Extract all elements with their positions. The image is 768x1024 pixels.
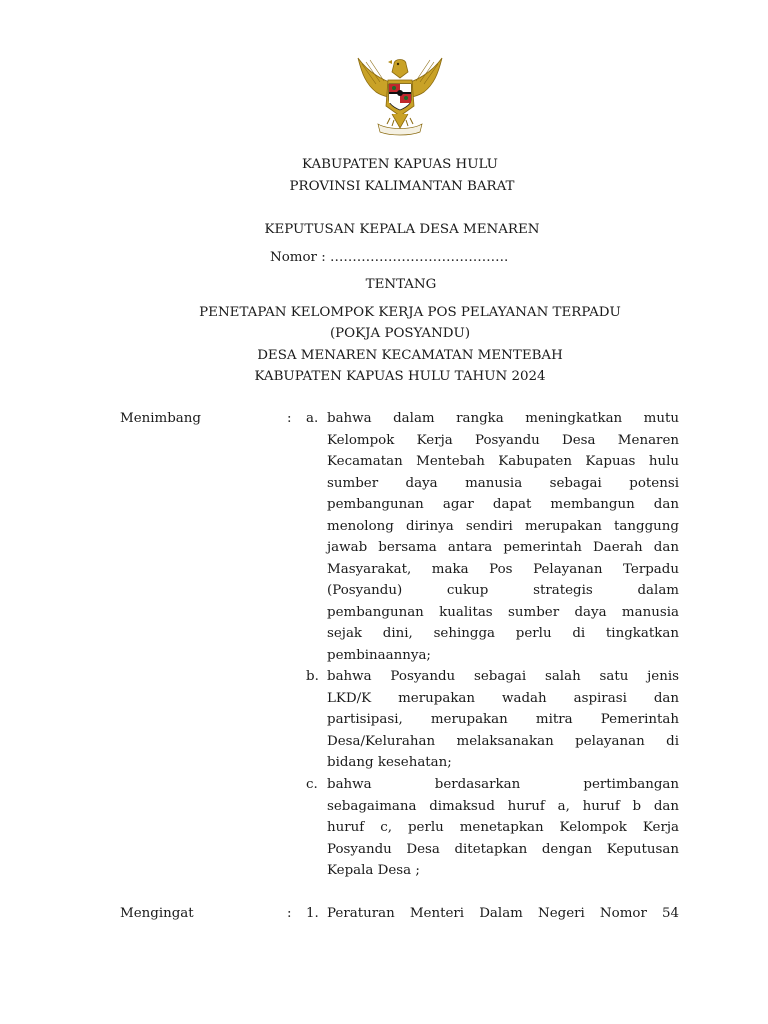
subject-line: DESA MENAREN KECAMATAN MENTEBAH: [257, 348, 563, 363]
text-line: pembangunan agar dapat membangun dan: [327, 497, 679, 512]
considering-item-c: [327, 774, 679, 882]
text-line: sumber daya manusia sebagai potensi: [327, 475, 679, 491]
item-marker: b.: [306, 669, 319, 684]
about-heading: TENTANG: [365, 277, 437, 292]
item-marker: 1.: [306, 906, 319, 921]
text-line: Masyarakat, maka Pos Pelayanan Terpadu: [327, 561, 679, 577]
subject-line: KABUPATEN KAPUAS HULU TAHUN 2024: [254, 369, 546, 384]
text-line: partisipasi, merupakan mitra Pemerintah: [327, 712, 679, 727]
text-line: Peraturan Menteri Dalam Negeri Nomor 54: [327, 906, 679, 921]
text-line: pembangunan kualitas sumber daya manusia: [327, 604, 679, 620]
considering-colon: :: [287, 411, 292, 426]
province-title: PROVINSI KALIMANTAN BARAT: [289, 179, 515, 194]
garuda-emblem-icon: [354, 54, 446, 136]
decree-title: KEPUTUSAN KEPALA DESA MENAREN: [264, 222, 540, 237]
recalling-item-1: [327, 903, 679, 925]
text-line: bahwa berdasarkan pertimbangan: [327, 777, 679, 792]
item-marker: c.: [306, 777, 318, 792]
item-marker: a.: [306, 411, 319, 426]
decree-number: Nomor : ………………………………….: [270, 250, 509, 265]
text-line: bahwa Posyandu sebagai salah satu jenis: [327, 669, 679, 684]
text-line: Kecamatan Mentebah Kabupaten Kapuas hulu: [327, 454, 679, 469]
regency-title: KABUPATEN KAPUAS HULU: [302, 157, 498, 172]
recalling-colon: :: [287, 906, 292, 921]
text-line: jawab bersama antara pemerintah Daerah dan: [327, 540, 679, 555]
considering-item-b: [327, 666, 679, 774]
text-line: LKD/K merupakan wadah aspirasi dan: [327, 690, 679, 706]
text-line: (Posyandu) cukup strategis dalam: [327, 583, 679, 598]
text-line: sejak dini, sehingga perlu di tingkatkan: [327, 626, 679, 641]
subject-line: PENETAPAN KELOMPOK KERJA POS PELAYANAN TERPADU: [199, 305, 621, 320]
text-line: bahwa dalam rangka meningkatkan mutu: [327, 411, 679, 426]
text-line: huruf c, perlu menetapkan Kelompok Kerja: [327, 820, 679, 835]
text-line: pembinaannya;: [327, 647, 431, 663]
considering-label: Menimbang: [120, 411, 201, 426]
text-line: Desa/Kelurahan melaksanakan pelayanan di: [327, 733, 679, 749]
text-line: Kepala Desa ;: [327, 863, 420, 878]
text-line: Posyandu Desa ditetapkan dengan Keputusan: [327, 841, 679, 857]
considering-item-a: [327, 408, 679, 666]
text-line: sebagaimana dimaksud huruf a, huruf b dan: [327, 798, 679, 814]
recalling-label: Mengingat: [120, 906, 194, 921]
text-line: menolong dirinya sendiri merupakan tanggung: [327, 518, 679, 534]
text-line: Kelompok Kerja Posyandu Desa Menaren: [327, 432, 679, 448]
text-line: bidang kesehatan;: [327, 755, 452, 770]
subject-line: (POKJA POSYANDU): [329, 326, 471, 341]
